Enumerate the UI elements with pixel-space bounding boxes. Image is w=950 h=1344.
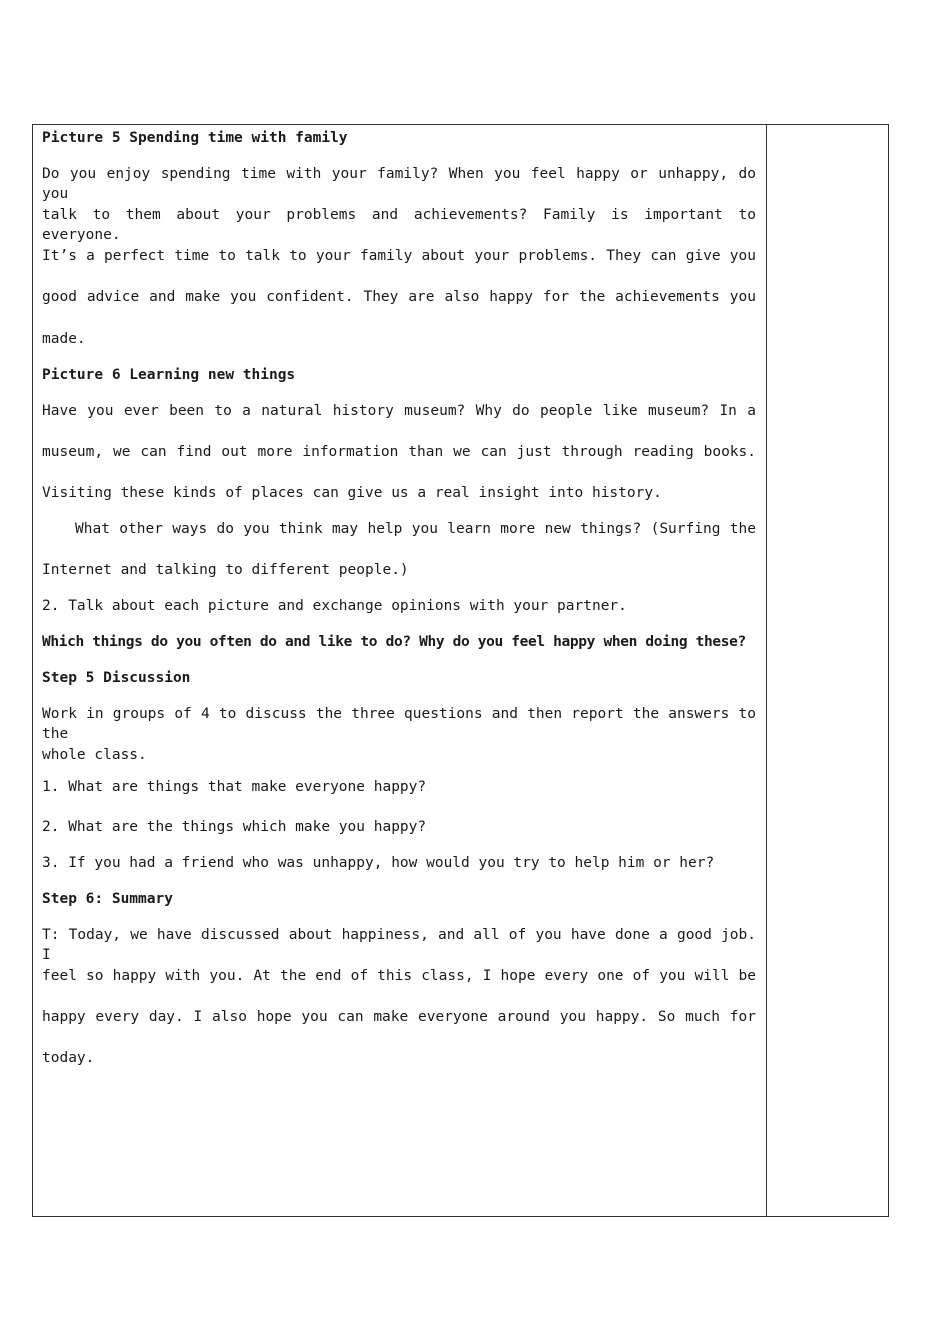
picture5-heading: Picture 5 Spending time with family [42,130,348,146]
step5-question-2: 2. What are the things which make you happy? [42,819,427,835]
step5-question-1: 1. What are things that make everyone happy? [42,779,427,795]
picture5-line-4: good advice and make you confident. They are also happy for the achievements you [42,289,756,305]
picture6-heading: Picture 6 Learning new things [42,367,296,383]
notes-column-divider [766,125,767,1216]
step6-line-3: happy every day. I also hope you can make everyone around you happy. So much for [42,1009,756,1025]
step6-line-2: feel so happy with you. At the end of this class, I hope every one of you will be [42,968,756,984]
step5-heading: Step 5 Discussion [42,670,191,686]
step6-line-4: today. [42,1050,95,1066]
picture5-line-2: talk to them about your problems and achievements? Family is important to everyone. [42,207,756,243]
picture6-line-1: Have you ever been to a natural history museum? Why do people like museum? In a [42,403,756,419]
task-2-instruction: 2. Talk about each picture and exchange opinions with your partner. [42,598,627,614]
picture6-line-3: Visiting these kinds of places can give us a real insight into history. [42,485,662,501]
picture6-line-5: Internet and talking to different people.) [42,562,409,578]
picture5-line-5: made. [42,331,86,347]
picture5-line-3: It’s a perfect time to talk to your family about your problems. They can give you [42,248,756,264]
step5-line-1: Work in groups of 4 to discuss the three questions and then report the answers to the [42,706,756,742]
step6-heading: Step 6: Summary [42,891,173,907]
step5-question-3: 3. If you had a friend who was unhappy, how would you try to help him or her? [42,855,715,871]
step6-line-1: T: Today, we have discussed about happiness, and all of you have done a good job. I [42,927,756,963]
discussion-question: Which things do you often do and like to do? Why do you feel happy when doing these? [42,634,746,650]
picture6-line-2: museum, we can find out more information than we can just through reading books. [42,444,756,460]
picture5-line-1: Do you enjoy spending time with your family? When you feel happy or unhappy, do you [42,166,756,202]
picture6-line-4: What other ways do you think may help you learn more new things? (Surfing the [75,521,756,537]
step5-line-2: whole class. [42,747,147,763]
lesson-table [32,124,889,1217]
